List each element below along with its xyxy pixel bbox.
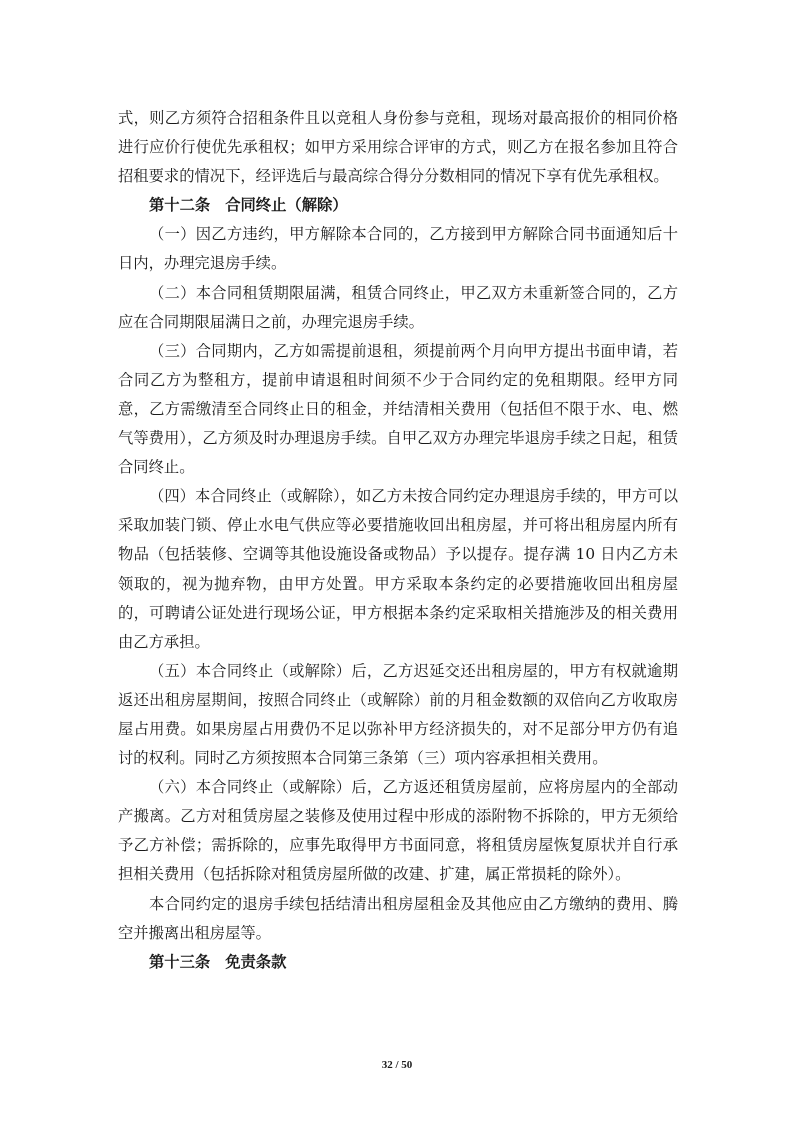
clause-5: （五）本合同终止（或解除）后，乙方迟延交还出租房屋的，甲方有权就逾期返还出租房屋期间，按照合同终止（或解除）前的月租金数额的双倍向乙方收取房屋占用费。如果房屋占用费仍不足以弥补甲方经济损失的，对不足部分甲方仍有追讨的权利。同时乙方须按照本合同第三条第（三）项内容承担相关费用。 — [118, 661, 678, 768]
clause-6: （六）本合同终止（或解除）后，乙方返还租赁房屋前，应将房屋内的全部动产搬离。乙方对租赁房屋之装修及使用过程中形成的添附物不拆除的，甲方无须给予乙方补偿；需拆除的，应事先取得甲方书面同意，将租赁房屋恢复原状并自行承担相关费用（包括拆除对租赁房屋所做的改建、扩建，属正常损耗的除外）。 — [118, 778, 678, 884]
clause-1: （一）因乙方违约，甲方解除本合同的，乙方接到甲方解除合同书面通知后十日内，办理完退房手续。 — [118, 225, 678, 273]
article-heading-12 — [118, 191, 678, 220]
page-number: 32 / 50 — [381, 1059, 413, 1071]
paragraph-continuation: 式，则乙方须符合招租条件且以竞租人身份参与竞租，现场对最高报价的相同价格进行应价行使优先承租权；如甲方采用综合评审的方式，则乙方在报名参加且符合招租要求的情况下，经评选后与最高综合得分分数相同的情况下享有优先承租权。 — [118, 109, 678, 186]
article-number: 第十三条 — [149, 952, 211, 971]
clause-3: （三）合同期内，乙方如需提前退租，须提前两个月向甲方提出书面申请，若合同乙方为整租方，提前申请退租时间须不少于合同约定的免租期限。经甲方同意，乙方需缴清至合同终止日的租金，并结清相关费用（包括但不限于水、电、燃气等费用），乙方须及时办理退房手续。自甲乙双方办理完毕退房手续之日起，租赁合同终止。 — [118, 341, 678, 477]
article-title: 合同终止（解除） — [225, 196, 348, 215]
article-title: 免责条款 — [225, 952, 287, 971]
document-body — [118, 104, 678, 977]
article-heading-13 — [118, 948, 678, 977]
clause-4: （四）本合同终止（或解除），如乙方未按合同约定办理退房手续的，甲方可以采取加装门锁、停止水电气供应等必要措施收回出租房屋，并可将出租房屋内所有物品（包括装修、空调等其他设施设备或物品）予以提存。提存满 10 日内乙方未领取的，视为抛弃物，由甲方处置。甲方采取本条约定的必要措施收回出租房屋的，可聘请公证处进行现场公证，甲方根据本条约定采取相关措施涉及的相关费用由乙方承担。 — [118, 487, 678, 651]
clause-2: （二）本合同租赁期限届满，租赁合同终止，甲乙双方未重新签合同的，乙方应在合同期限届满日之前，办理完退房手续。 — [118, 283, 678, 331]
clause-summary: 本合同约定的退房手续包括结清出租房屋租金及其他应由乙方缴纳的费用、腾空并搬离出租房屋等。 — [118, 894, 678, 942]
article-number: 第十二条 — [149, 196, 211, 215]
